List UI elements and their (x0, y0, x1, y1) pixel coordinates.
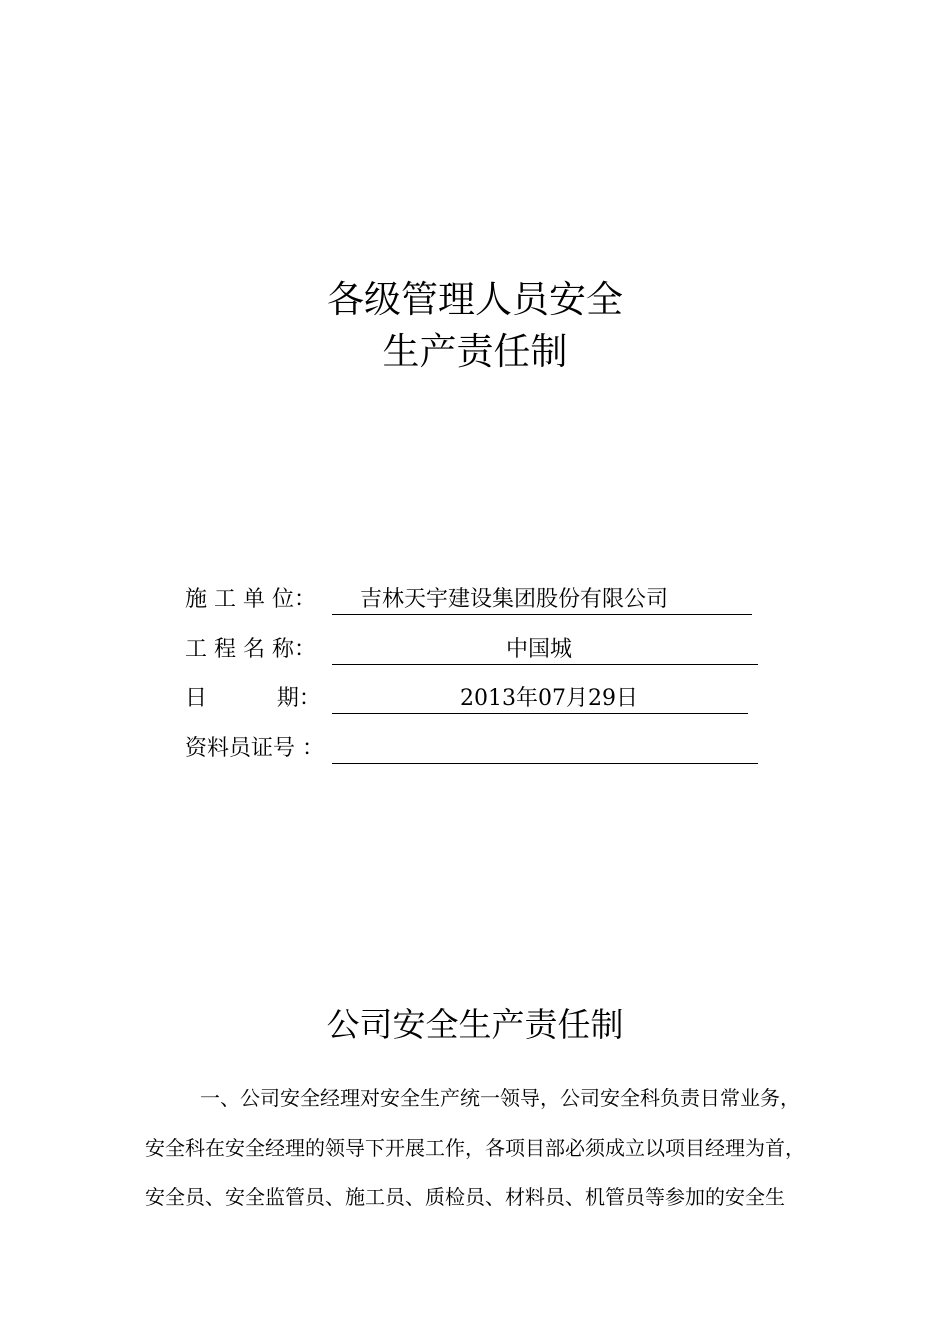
info-value: 中国城 (506, 637, 573, 662)
info-label: 工 程 名 称： (185, 637, 316, 662)
document-title-line-2: 生产责任制 (382, 330, 568, 373)
paragraph-line: 安全科在安全经理的领导下开展工作，各项目部必须成立以项目经理为首， (145, 1136, 805, 1160)
info-value-field (332, 733, 758, 764)
document-title-line-1: 各级管理人员安全 (327, 278, 623, 321)
info-value-field (332, 683, 748, 714)
info-value-field (332, 634, 758, 665)
info-label: 资料员证号 ： (185, 736, 324, 761)
info-value: 吉林天宇建设集团股份有限公司 (360, 587, 669, 612)
info-label: 日 期： (185, 686, 321, 711)
paragraph-line: 安全员、安全监管员、施工员、质检员、材料员、机管员等参加的安全生 (145, 1185, 785, 1209)
info-value-field (332, 584, 752, 615)
paragraph-line: 一、公司安全经理对安全生产统一领导，公司安全科负责日常业务， (200, 1086, 800, 1110)
info-value: 2013年07月29日 (460, 686, 638, 711)
section-title: 公司安全生产责任制 (326, 1005, 624, 1044)
info-label: 施 工 单 位： (185, 587, 316, 612)
